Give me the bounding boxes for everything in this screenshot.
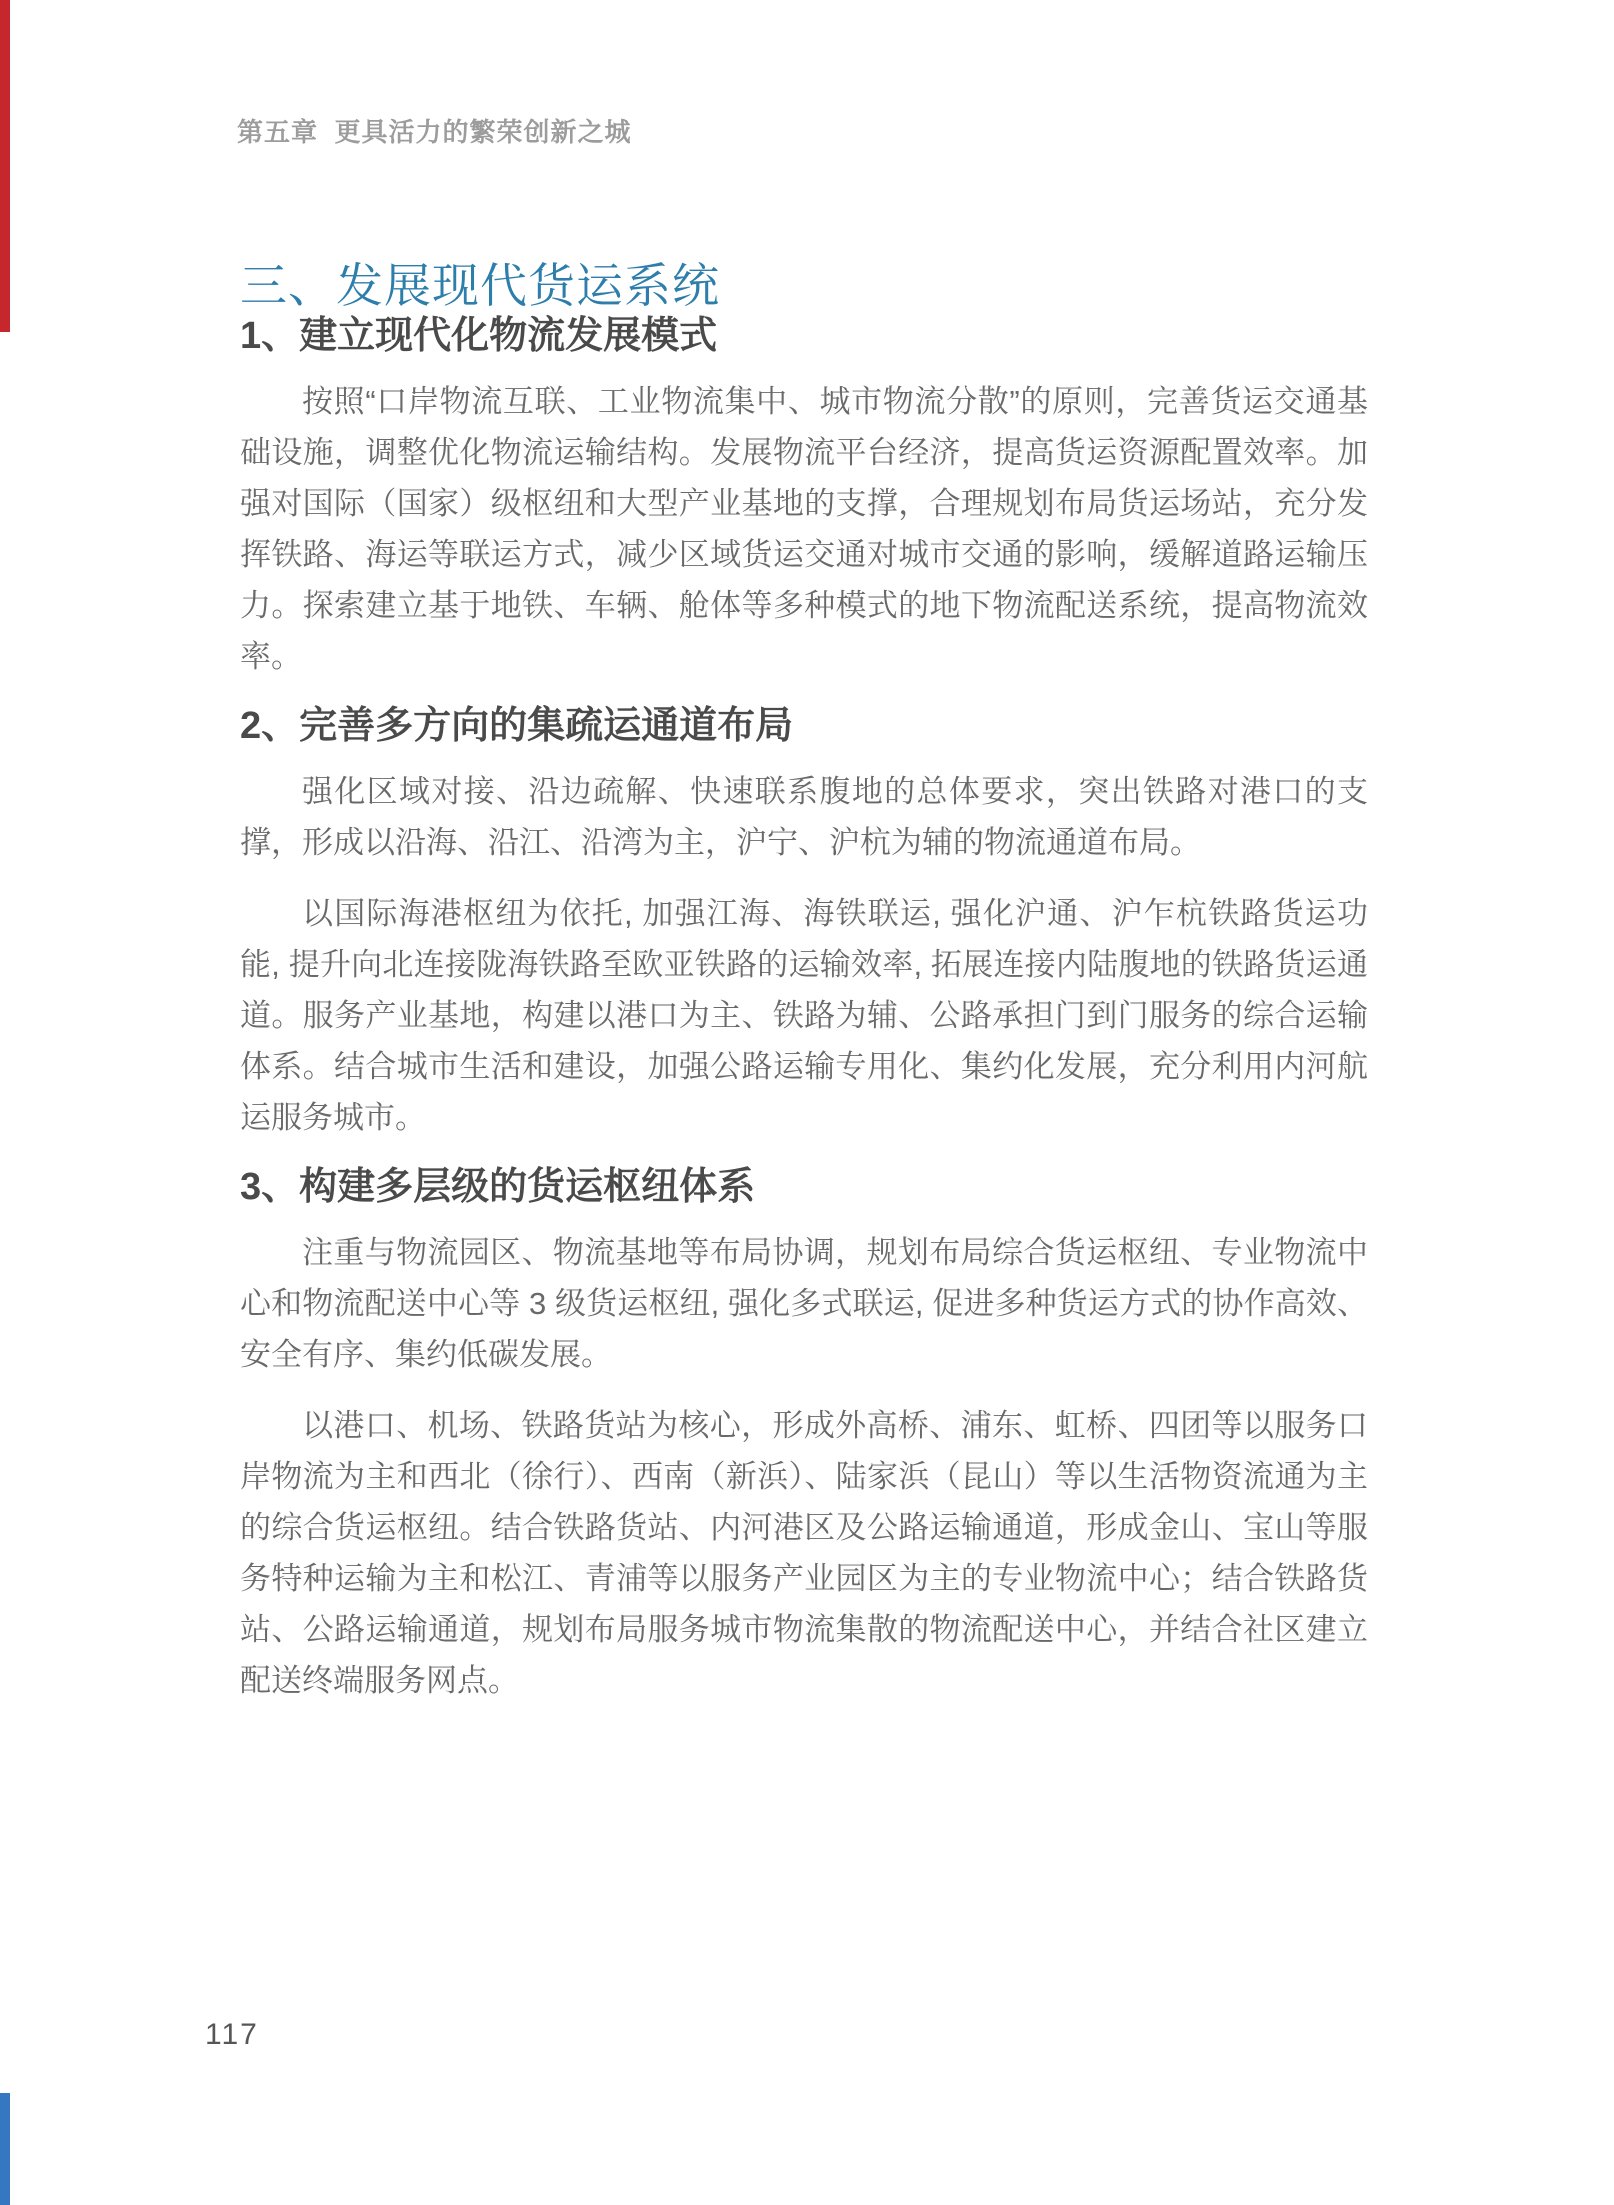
paragraph: 注重与物流园区、物流基地等布局协调，规划布局综合货运枢纽、专业物流中心和物流配送中心等 3 级货运枢纽, 强化多式联运, 促进多种货运方式的协作高效、安全有序、集约低碳发展。 xyxy=(240,1235,1368,1372)
sub-heading-3: 3、构建多层级的货运枢纽体系 xyxy=(240,1166,756,1208)
paragraph: 按照“口岸物流互联、工业物流集中、城市物流分散”的原则，完善货运交通基础设施，调整优化物流运输结构。发展物流平台经济，提高货运资源配置效率。加强对国际（国家）级枢纽和大型产业基地的支撑，合理规划布局货运场站，充分发挥铁路、海运等联运方式，减少区域货运交通对城市交通的影响，缓解道路运输压力。探索建立基于地铁、车辆、舱体等多种模式的地下物流配送系统，提高物流效率。 xyxy=(240,384,1368,674)
page-edge-marker-blue xyxy=(0,2093,10,2205)
section-1 xyxy=(240,312,1368,682)
page-edge-marker-red xyxy=(0,0,10,332)
paragraph: 以港口、机场、铁路货站为核心，形成外高桥、浦东、虹桥、四团等以服务口岸物流为主和西北（徐行）、西南（新浜）、陆家浜（昆山）等以生活物资流通为主的综合货运枢纽。结合铁路货站、内河港区及公路运输通道，形成金山、宝山等服务特种运输为主和松江、青浦等以服务产业园区为主的专业物流中心；结合铁路货站、公路运输通道，规划布局服务城市物流集散的物流配送中心，并结合社区建立配送终端服务网点。 xyxy=(240,1408,1368,1698)
section-3 xyxy=(240,1163,1368,1706)
paragraph: 强化区域对接、沿边疏解、快速联系腹地的总体要求，突出铁路对港口的支撑，形成以沿海、沿江、沿湾为主，沪宁、沪杭为辅的物流通道布局。 xyxy=(240,774,1368,860)
sub-heading-1: 1、建立现代化物流发展模式 xyxy=(240,315,718,357)
paragraph: 以国际海港枢纽为依托, 加强江海、海铁联运, 强化沪通、沪乍杭铁路货运功能, 提升向北连接陇海铁路至欧亚铁路的运输效率, 拓展连接内陆腹地的铁路货运通道。服务产业基地，构建以港口为主、铁路为辅、公路承担门到门服务的综合运输体系。结合城市生活和建设，加强公路运输专用化、集约化发展，充分利用内河航运服务城市。 xyxy=(240,896,1368,1135)
page-content xyxy=(240,312,1368,1726)
page-number: 117 xyxy=(205,2018,259,2051)
section-title: 三、发展现代货运系统 xyxy=(240,259,720,313)
section-2 xyxy=(240,702,1368,1143)
sub-heading-2: 2、完善多方向的集疏运通道布局 xyxy=(240,705,794,747)
chapter-running-header: 第五章 更具活力的繁荣创新之城 xyxy=(237,117,632,147)
